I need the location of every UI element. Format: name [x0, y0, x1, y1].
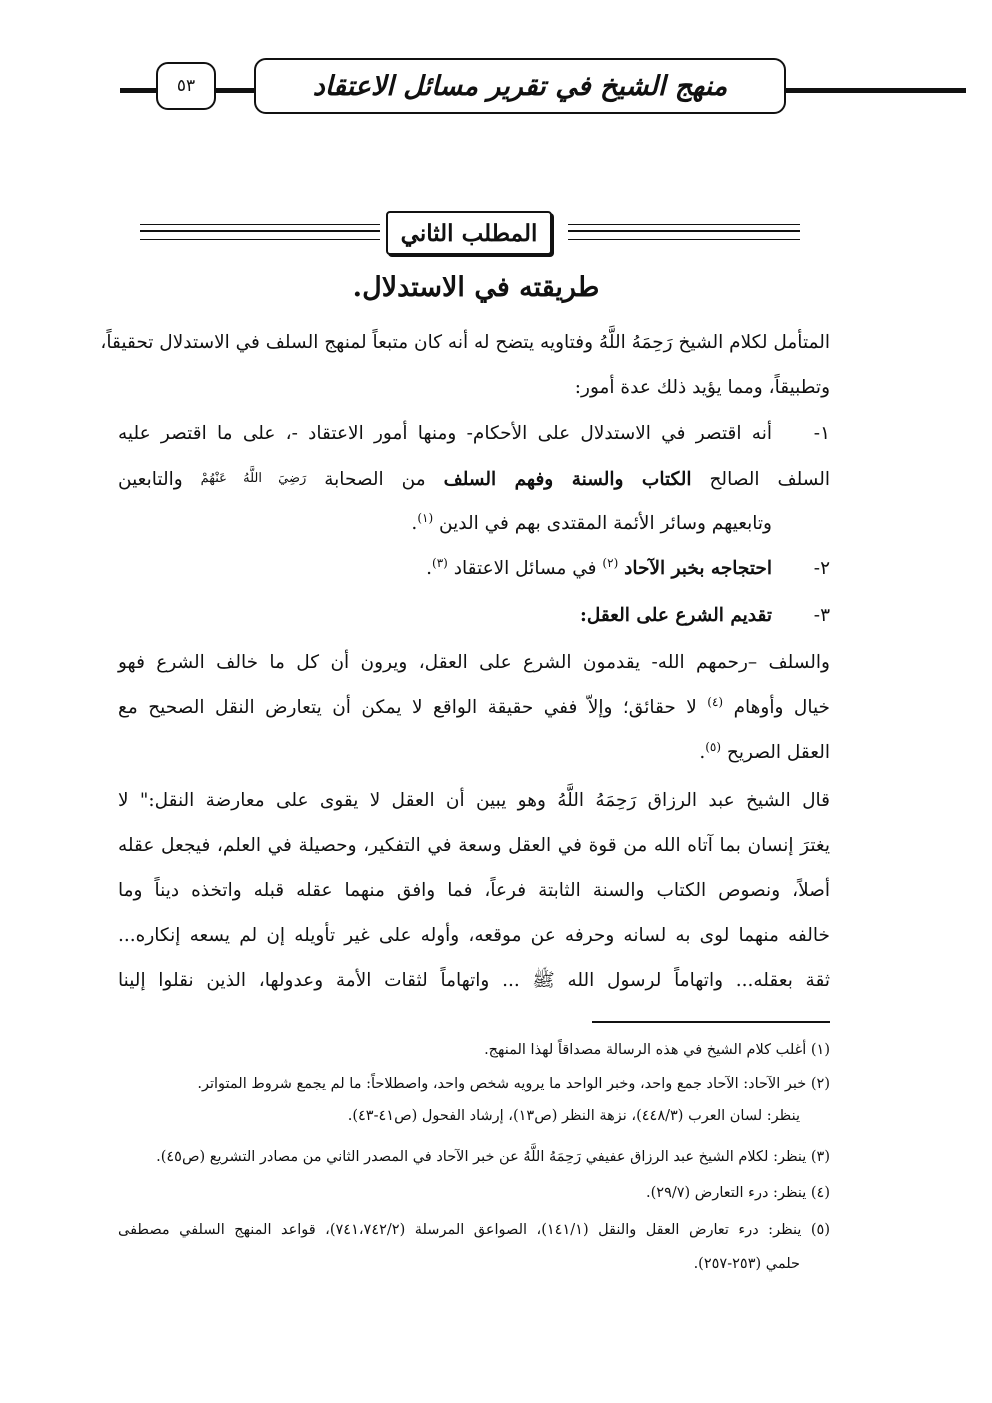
header-rule-left [120, 88, 156, 93]
intro-text-1: المتأمل لكلام الشيخ رَحِمَهُ اللَّهُ وفتاويه يتضح له أنه كان متبعاً لمنهج السلف في الاستدلال تحقيقاً، [100, 332, 830, 353]
list-item-1-text-2b: من الصحابة [324, 469, 426, 490]
intro-text-2: وتطبيقاً، ومما يؤيد ذلك عدة أمور: [574, 377, 830, 398]
intro-line-1 [100, 320, 830, 365]
list-item-2: ٢-احتجاجه بخبر الآحاد $^{(٢)}$ في مسائل الاعتقاد $^{(٣)}$. [118, 546, 830, 591]
header-rule-middle [214, 88, 256, 93]
running-header-box [254, 58, 786, 114]
quote-line-4 [118, 913, 830, 958]
paragraph-1-line-2 [118, 685, 830, 730]
quote-text-2: يغترَ إنسان بما آتاه الله من قوة في العقل وسعة في التفكير، وحصيلة في العلم، فيجعل عقله [118, 835, 830, 856]
list-item-3 [118, 593, 830, 638]
footnote-2-line-2: ينظر: لسان العرب (٤٤٨/٣)، نزهة النظر (ص١٣)، إرشاد الفحول (ص٤١-٤٣). [347, 1108, 800, 1124]
footnote-3: (٣) ينظر: لكلام الشيخ عبد الرزاق عفيفي رَحِمَهُ اللَّهُ عن خبر الآحاد في المصدر الثاني من مصادر التشريع (ص٤٥). [156, 1149, 830, 1165]
list-item-1-line-2 [118, 456, 830, 502]
footnote-ref-1[interactable]: (١) [417, 511, 434, 525]
list-item-1-text-2c: والتابعين [118, 469, 183, 490]
footnote-5-line-2: حلمي (٢٥٣-٢٥٧). [693, 1256, 800, 1272]
quote-line-5 [118, 958, 830, 1003]
header-rule-right [784, 88, 966, 93]
paragraph-1-text-1: والسلف –رحمهم الله- يقدمون الشرع على العقل، ويرون أن كل ما خالف الشرع فهو [118, 652, 830, 673]
section-label-box [386, 211, 552, 255]
section-rule-right [568, 224, 800, 240]
footnote-4: (٤) ينظر: درء التعارض (٢٩/٧). [646, 1185, 830, 1201]
quote-text-4: خالفه منهما لوى به لسانه وحرفه عن موقعه، وأوله على غير تأويله إن لم يسعه إنكاره... [118, 925, 830, 946]
quote-text-1: قال الشيخ عبد الرزاق رَحِمَهُ اللَّهُ وهو يبين أن العقل لا يقوى على معارضة النقل:" لا [118, 790, 830, 811]
page-number-box [156, 62, 216, 110]
paragraph-1-text-3: العقل الصريح [726, 742, 830, 763]
footnote-ref-5[interactable]: (٥) [705, 740, 722, 754]
footnote-separator [592, 1021, 830, 1023]
list-item-2-text: في مسائل الاعتقاد [453, 558, 597, 579]
paragraph-1-text-2b: لا حقائق؛ وإلاّ ففي حقيقة الواقع لا يمكن أن يتعارض النقل الصحيح مع [118, 697, 697, 718]
paragraph-1-line-3: العقل الصريح $^{(٥)}$. [699, 740, 830, 763]
footnote-ref-2[interactable]: (٢) [602, 556, 619, 570]
footnote-5-line-1: (٥) ينظر: درء تعارض العقل والنقل (١٤١/١)، الصواعق المرسلة (٧٤١،٧٤٢/٢)، قواعد المنهج السلفي مصطفى [118, 1222, 830, 1238]
paragraph-1-line-1 [118, 640, 830, 685]
list-item-1-text-3: وتابعيهم وسائر الأئمة المقتدى بهم في الدين [439, 513, 772, 534]
section-rule-left [140, 224, 380, 240]
footnote-2-line-1: (٢) خبر الآحاد: الآحاد جمع واحد، وخبر الواحد ما يرويه شخص واحد، واصطلاحاً: ما لم يجمع شروط المتواتر. [197, 1076, 830, 1092]
list-item-1-number: ١- [813, 423, 830, 444]
page-number: ٥٣ [176, 76, 196, 96]
list-item-1-text-2a: السلف الصالح [709, 469, 831, 490]
list-item-2-bold: احتجاجه بخبر الآحاد [624, 558, 772, 579]
list-item-3-number: ٣- [813, 605, 830, 626]
list-item-1-text-1: أنه اقتصر في الاستدلال على الأحكام- ومنها أمور الاعتقاد -، على ما اقتصر عليه [118, 423, 772, 444]
quote-line-2 [118, 823, 830, 868]
section-label: المطلب الثاني [400, 219, 538, 247]
quote-line-1 [118, 778, 830, 823]
list-item-2-number: ٢- [813, 558, 830, 579]
footnote-ref-4[interactable]: (٤) [707, 695, 724, 709]
intro-line-2 [118, 365, 830, 410]
paragraph-1-text-2a: خيال وأوهام [733, 697, 830, 718]
quote-line-3 [118, 868, 830, 913]
section-heading: طريقته في الاستدلال. [352, 272, 600, 303]
list-item-3-bold: تقديم الشرع على العقل: [579, 605, 772, 626]
quote-text-3: أصلاً، ونصوص الكتاب والسنة الثابتة فرعاً، فما وافق منهما عقله قبله واتخذه ديناً وما [118, 880, 830, 901]
list-item-1-line-3: وتابعيهم وسائر الأئمة المقتدى بهم في الدين $^{(١)}$. [411, 511, 772, 534]
running-header-title: منهج الشيخ في تقرير مسائل الاعتقاد [312, 70, 728, 102]
footnote-ref-3[interactable]: (٣) [432, 556, 448, 570]
honorific-glyph: رَضِيَ اللَّهُ عَنْهُمْ [200, 471, 307, 486]
footnote-1: (١) أغلب كلام الشيخ في هذه الرسالة مصداقاً لهذا المنهج. [484, 1042, 830, 1058]
list-item-1-line-1 [118, 411, 830, 456]
list-item-1-bold: الكتاب والسنة وفهم السلف [443, 469, 692, 490]
quote-text-5: ثقة بعقله... واتهاماً لرسول الله ﷺ ... واتهاماً لثقات الأمة وعدولها، الذين نقلوا إلينا [118, 970, 830, 991]
